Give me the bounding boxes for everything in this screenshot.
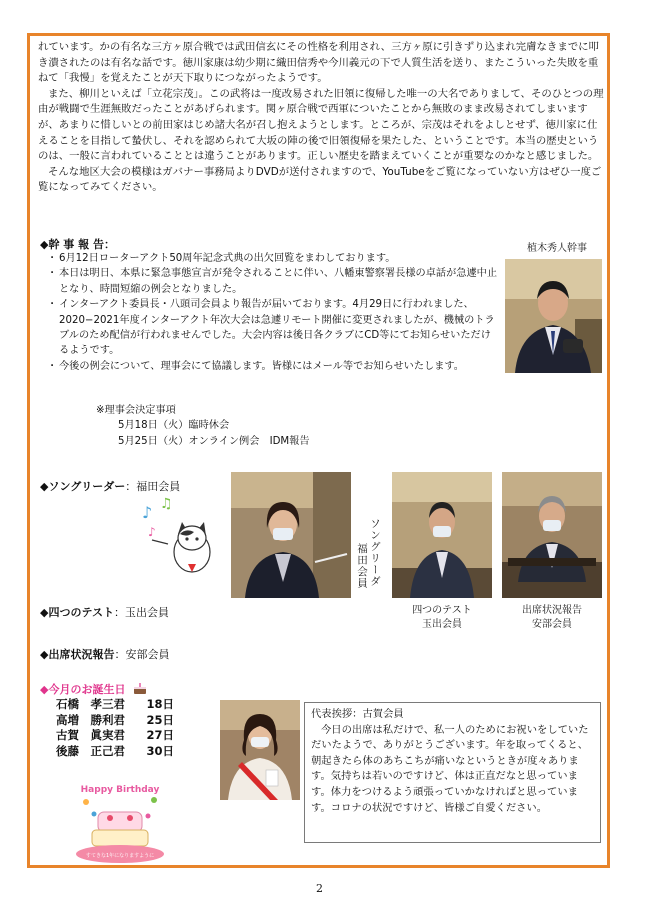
- attendance-caption-line2: 安部会員: [532, 619, 572, 630]
- song-leader-label: ◆ソングリーダー: [40, 480, 126, 493]
- intro-paragraph-1: れています。かの有名な三方ヶ原合戦では武田信玄にその性格を利用され、三方ヶ原に引きずり込まれ完膚なきまでに叩き潰されたのは有名な話です。徳川家康は幼少期に織田信秀や今川義元の下で人質生活を送り、またこういった失敗を重ねて「我慢」を覚えたことが天下取りにつながったようです。: [38, 41, 599, 85]
- attendance-caption: [502, 604, 602, 632]
- board-decisions-title: ※理事会決定事項: [96, 405, 176, 416]
- birthday-heading-label: ◆今月のお誕生日: [40, 683, 126, 696]
- birthday-name: 後藤 正己君: [56, 743, 125, 758]
- attendance-label: ◆出席状況報告: [40, 648, 115, 661]
- four-way-test-name: ：玉出会員: [114, 606, 170, 619]
- four-way-test-label: ◆四つのテスト: [40, 606, 115, 619]
- birthday-date: 30日: [146, 743, 174, 758]
- birthday-illustration-text: Happy Birthday: [80, 785, 160, 795]
- list-item: [56, 697, 174, 713]
- svg-text:♫: ♫: [160, 496, 173, 512]
- list-item: [56, 728, 174, 744]
- board-decisions: [96, 403, 310, 449]
- four-way-test-caption: [392, 604, 492, 632]
- intro-paragraph-3: そんな地区大会の模様はガバナー事務局よりDVDが送付されますので、YouTubeをご覧になっていない方はぜひ一度ご覧になってみてください。: [38, 165, 602, 194]
- cake-icon: [133, 682, 147, 694]
- list-item: ・ 本日は明日、本県に緊急事態宣言が発令されることに伴い、八幡東警察署長様の卓話が急遽中止となり、時間短縮の例会となりました。: [50, 266, 500, 297]
- greeting-title: 代表挨拶：古賀会員: [311, 708, 404, 720]
- birthday-name: 古賀 眞実君: [56, 728, 125, 743]
- secretary-caption: 植木秀人幹事: [527, 243, 587, 254]
- attendance-heading: [40, 646, 169, 662]
- board-decision-item: 5月25日（火）オンライン例会 IDM報告: [118, 435, 310, 447]
- four-way-test-caption-line1: 四つのテスト: [412, 605, 472, 616]
- birthday-illustration-sub: すてきな1年になりますように: [85, 853, 155, 859]
- list-item: ・ 今後の例会について、理事会にて協議します。皆様にはメール等でお知らせいたします。: [50, 359, 500, 374]
- secretary-photo: [505, 259, 602, 373]
- list-item: [56, 744, 174, 760]
- greeting-body: 今日の出席は私だけで、私一人のためにお祝いをしていただいたようで、ありがとうございます。年を取ってくると、朝起きたら体のあちこちが痛いなというときが度々あります。気持ちは若いのですけど、体は正直だなと思っています。体力をつけるよう頑張っていかなければと思っています。コロナの状況ですけど、皆様ご自愛ください。: [311, 723, 589, 814]
- birthday-date: 27日: [146, 728, 174, 743]
- attendance-name: ：安部会員: [114, 648, 170, 661]
- song-leader-name: ：福田会員: [125, 480, 181, 493]
- page-number: 2: [316, 882, 323, 895]
- representative-photo: [220, 700, 300, 800]
- song-leader-caption-line1: ソングリーダ: [369, 518, 381, 587]
- intro-text: [38, 40, 606, 196]
- song-leader-caption: [368, 518, 381, 598]
- song-leader-heading: [40, 478, 180, 494]
- birthday-date: 18日: [146, 697, 174, 711]
- birthday-date: 25日: [146, 712, 174, 727]
- cat-conductor-illustration: [138, 494, 222, 578]
- attendance-photo: [502, 472, 602, 598]
- kanji-report-list: [50, 251, 500, 374]
- song-leader-caption-line2: 福田会員: [356, 543, 368, 589]
- board-decision-item: 5月18日（火）臨時休会: [118, 420, 230, 432]
- list-item: ・ インターアクト委員長・八頭司会員より報告が届いております。4月29日に行われました、2020−2021年度インターアクト年次大会は急遽リモート開催に変更されましたが、機械のトラブルのため配信が行われませんでした。大会内容は後日各クラブにCD等にてお知らせいただけるようです。: [50, 297, 500, 359]
- svg-text:♪: ♪: [142, 503, 153, 522]
- intro-paragraph-2: また、柳川といえば「立花宗茂」。この武将は一度改易された旧領に復帰した唯一の大名でありまして、そのひとつの理由が戦闘で生涯無敗だったことがあげられます。関ヶ原合戦で西軍についたことから無敗のまま改易されてしまいますが、あまりに惜しいとの前田家はじめ諸大名が召し抱えようとします。ところが、宗茂はそれをよしとせず、徳川家に仕えることを目指して蟄伏し、それを認められて大坂の陣の後で旧領復帰を果たした、ということです。本当の歴史というのは、一般に言われていることとは違うことがあります。正しい歴史を踏まえていくことが重要なのかなと感じました。: [38, 87, 604, 163]
- kanji-report-heading: ◆幹 事 報 告：: [40, 238, 115, 251]
- svg-text:♪: ♪: [148, 525, 156, 539]
- four-way-test-heading: [40, 604, 169, 620]
- four-way-test-photo: [392, 472, 492, 598]
- birthday-name: 石橋 孝三君: [56, 697, 125, 711]
- list-item: ・ 6月12日ローターアクト50周年記念式典の出欠回覧をまわしております。: [50, 251, 500, 266]
- song-leader-photo: [231, 472, 351, 598]
- birthday-name: 高増 勝利君: [56, 712, 125, 727]
- birthday-heading: [40, 681, 147, 697]
- attendance-caption-line1: 出席状況報告: [522, 605, 582, 616]
- song-leader-caption-name: [355, 543, 368, 603]
- list-item: [56, 713, 174, 729]
- birthday-list: [56, 697, 174, 759]
- birthday-cake-illustration: [72, 778, 168, 864]
- four-way-test-caption-line2: 玉出会員: [422, 619, 462, 630]
- representative-greeting: [304, 702, 601, 843]
